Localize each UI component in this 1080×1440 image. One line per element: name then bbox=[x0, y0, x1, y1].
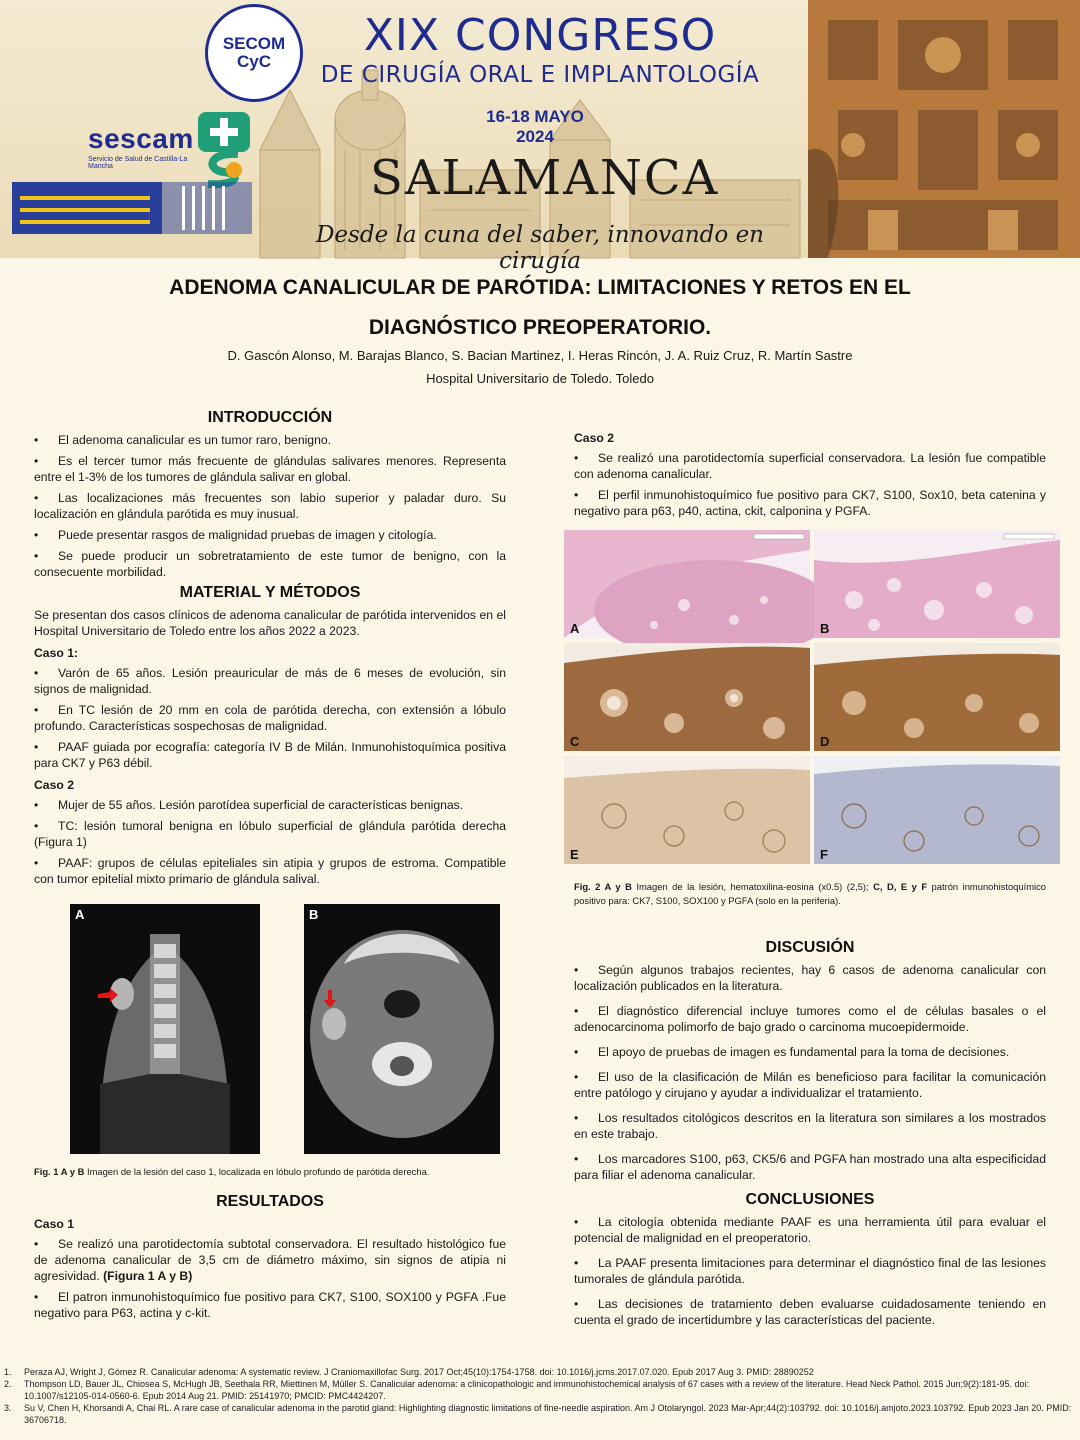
list-item: • PAAF guiada por ecografía: categoría IV B de Milán. Inmunohistoquímica positiva para CK7 y P63 débil. bbox=[34, 740, 506, 770]
list-item: • El diagnóstico diferencial incluye tumores como el de células basales o el adenocarcinoma polimorfo de bajo grado o carcinoma mucoepidermoide. bbox=[574, 1004, 1046, 1034]
secom-text-1: SECOM bbox=[222, 34, 286, 53]
list-item: • El perfil inmunohistoquímico fue positivo para CK7, S100, Sox10, beta catenina y negativo para p63, p40, actina, ckit, calponina y PGFA. bbox=[574, 488, 1046, 518]
resultados-case1-list bbox=[34, 1236, 506, 1321]
list-item: • Los resultados citológicos descritos en la literatura son similares a los mostrados en este trabajo. bbox=[574, 1111, 1046, 1141]
material-case2-list bbox=[34, 797, 506, 887]
secom-text-2: CyC bbox=[236, 52, 271, 71]
ct-axial-image bbox=[304, 904, 500, 1154]
discusion-list bbox=[574, 962, 1046, 1183]
conclusiones-list bbox=[574, 1214, 1046, 1328]
histology-panel-d bbox=[814, 643, 1060, 751]
resultados-section bbox=[34, 1190, 506, 1326]
conclusiones-heading: CONCLUSIONES bbox=[745, 1191, 875, 1208]
figure-1 bbox=[70, 904, 500, 1154]
sescam-logo-subtitle: Servicio de Salud de Castilla-La Mancha bbox=[88, 156, 188, 170]
reference-item: 1. Peraza AJ, Wright J, Gómez R. Canalicular adenoma: A systematic review. J Craniomaxillofac Surg. 2017 Oct;45(10):1754-1758. doi: 10.1016/j.jcms.2017.07.020. Epub 2017 Aug 3. PMID: 28890252 bbox=[4, 1367, 814, 1377]
list-item: • La citología obtenida mediante PAAF es una herramienta útil para evaluar el potencial de malignidad en el preoperatorio. bbox=[574, 1215, 1046, 1245]
authors: D. Gascón Alonso, M. Barajas Blanco, S. Bacian Martinez, I. Heras Rincón, J. A. Ruiz Cruz, R. Martín Sastre bbox=[227, 348, 853, 363]
resultados-case1-label: Caso 1 bbox=[34, 1217, 74, 1231]
figure2-panel-d-label: D bbox=[820, 734, 830, 749]
list-item: • El patron inmunohistoquímico fue positivo para CK7, S100, SOX100 y PGFA .Fue negativo para P63, actina y c-kit. bbox=[34, 1290, 506, 1320]
reference-item: 2. Thompson LD, Bauer JL, Chiosea S, McHugh JB, Seethala RR, Miettinen M, Müller S. Canalicular adenoma: a clinicopathologic and immunohistochemical analysis of 67 cases with a review of the literature. Head Neck Pathol. 2015 Jun;9(2):181-95. doi: 10.1007/s12105-014-0560-6. Epub 2014 Aug 21. PMID: 25141970; PMCID: PMC4424207. bbox=[4, 1379, 1030, 1401]
list-item: • Las localizaciones más frecuentes son labio superior y paladar duro. Su localización en glándula parótida es muy inusual. bbox=[34, 491, 506, 521]
right-column-lower bbox=[574, 936, 1046, 1337]
list-item: • Los marcadores S100, p63, CK5/6 and PGFA han mostrado una alta especificidad para filiar el adenoma canalicular. bbox=[574, 1152, 1046, 1182]
figure2-panel-a-label: A bbox=[570, 621, 580, 636]
sescam-logo-name: sescam bbox=[88, 123, 194, 154]
poster-title-line2: DIAGNÓSTICO PREOPERATORIO. bbox=[368, 316, 712, 339]
discusion-heading: DISCUSIÓN bbox=[765, 939, 855, 956]
congress-dates bbox=[450, 107, 620, 147]
dates-line2: 2024 bbox=[516, 127, 554, 146]
list-item: • Es el tercer tumor más frecuente de glándulas salivares menores. Representa entre el 1-3% de los tumores de glándula salivar en global. bbox=[34, 454, 506, 484]
list-item: • Se realizó una parotidectomía subtotal conservadora. El resultado histológico fue de adenoma canalicular de 3,5 cm de diámetro máximo, sin signos de atipia ni agresividad. (Figura 1 A y B) bbox=[34, 1237, 506, 1283]
material-case2-label: Caso 2 bbox=[34, 778, 74, 792]
figure-2 bbox=[564, 530, 1060, 864]
resultados-heading: RESULTADOS bbox=[216, 1193, 324, 1210]
reference-item: 3. Su V, Chen H, Khorsandi A, Chai RL. A rare case of canalicular adenoma in the parotid gland: Highlighting diagnostic limitations of fine-needle aspiration. Am J Otolaryngol. 2023 Mar-Apr;44(2):103792. doi: 10.1016/j.amjoto.2023.103792. Epub 2023 Jan 20. PMID: 36706718. bbox=[4, 1403, 1072, 1425]
dates-line1: 16-18 MAYO bbox=[486, 107, 584, 126]
figure2-caption: Fig. 2 A y B Imagen de la lesión, hematoxilina-eosina (x0.5) (2,5); C, D, E y F patrón inmunohistoquímico positivo para: CK7, S100, SOX100 y PGFA (solo en la periferia). bbox=[574, 881, 1047, 906]
list-item: • Se puede producir un sobretratamiento de este tumor de benigno, con la consecuente morbilidad. bbox=[34, 549, 506, 579]
facade-illustration bbox=[808, 0, 1080, 258]
figure1-caption: Fig. 1 A y B Imagen de la lesión del caso 1, localizada en lóbulo profundo de parótida derecha. bbox=[34, 1166, 430, 1177]
histology-panel-a bbox=[564, 530, 810, 638]
list-item: • Varón de 65 años. Lesión preauricular de más de 6 meses de evolución, sin signos de malignidad. bbox=[34, 666, 506, 696]
material-case1-list bbox=[34, 665, 506, 771]
right-column-top bbox=[574, 424, 1046, 524]
histology-panel-c bbox=[564, 643, 810, 751]
list-item: • Las decisiones de tratamiento deben evaluarse cuidadosamente teniendo en cuenta el grado de incertidumbre y las características del paciente. bbox=[574, 1297, 1046, 1327]
resultados-case2-label: Caso 2 bbox=[574, 431, 614, 445]
histology-panel-f bbox=[814, 756, 1060, 864]
list-item: • Mujer de 55 años. Lesión parotídea superficial de características benignas. bbox=[34, 798, 464, 812]
introduccion-list bbox=[34, 432, 506, 580]
secom-logo bbox=[205, 4, 303, 102]
left-column bbox=[34, 406, 506, 892]
list-item: • Se realizó una parotidectomía superficial conservadora. La lesión fue compatible con adenoma canalicular. bbox=[574, 451, 1046, 481]
figure2-panel-c-label: C bbox=[570, 734, 580, 749]
list-item: • TC: lesión tumoral benigna en lóbulo superficial de glándula parótida derecha (Figura 1) bbox=[34, 819, 506, 849]
introduccion-heading: INTRODUCCIÓN bbox=[207, 409, 333, 426]
list-item: • PAAF: grupos de células epiteliales sin atipia y grupos de estroma. Compatible con tumor epitelial mixto primario de glándula salival. bbox=[34, 856, 506, 886]
figure2-panel-e-label: E bbox=[570, 847, 579, 862]
list-item: • En TC lesión de 20 mm en cola de parótida derecha, con extensión a lóbulo profundo. Características sospechosas de malignidad. bbox=[34, 703, 506, 733]
header-banner bbox=[0, 0, 1080, 274]
ct-coronal-image bbox=[70, 904, 260, 1154]
congress-motto: Desde la cuna del saber, innovando en cirugía bbox=[315, 222, 764, 274]
material-heading: MATERIAL Y MÉTODOS bbox=[179, 584, 361, 601]
city-name: SALAMANCA bbox=[370, 150, 720, 206]
affiliation: Hospital Universitario de Toledo. Toledo bbox=[426, 371, 654, 386]
figure2-panel-b-label: B bbox=[820, 621, 830, 636]
list-item: • El uso de la clasificación de Milán es beneficioso para facilitar la comunicación entre patólogo y cirujano y ayudar a individualizar el tratamiento. bbox=[574, 1070, 1046, 1100]
histology-panel-b bbox=[814, 530, 1060, 638]
figure2-panel-f-label: F bbox=[820, 847, 828, 862]
list-item: • Según algunos trabajos recientes, hay 6 casos de adenoma canalicular con localización publicados en la literatura. bbox=[574, 963, 1046, 993]
poster-title bbox=[60, 268, 1020, 348]
list-item: • Puede presentar rasgos de malignidad pruebas de imagen y citología. bbox=[34, 528, 437, 542]
list-item: • El apoyo de pruebas de imagen es fundamental para la toma de decisiones. bbox=[574, 1045, 1010, 1059]
congress-subtitle: DE CIRUGÍA ORAL E IMPLANTOLOGÍA bbox=[320, 62, 760, 88]
list-item: • La PAAF presenta limitaciones para determinar el diagnóstico final de las lesiones tumorales de glándula parótida. bbox=[574, 1256, 1046, 1286]
secom-logo-text bbox=[208, 35, 300, 71]
references bbox=[4, 1366, 1074, 1426]
histology-panel-e bbox=[564, 756, 810, 864]
sescam-stripes-decoration bbox=[12, 182, 252, 234]
list-item: • El adenoma canalicular es un tumor raro, benigno. bbox=[34, 433, 332, 447]
resultados-case2-list bbox=[574, 450, 1046, 519]
congress-title: XIX CONGRESO bbox=[363, 10, 717, 61]
sescam-logo-icon bbox=[198, 112, 250, 186]
poster-title-line1: ADENOMA CANALICULAR DE PARÓTIDA: LIMITACIONES Y RETOS EN EL bbox=[169, 276, 911, 299]
material-case1-label: Caso 1: bbox=[34, 646, 79, 660]
figure1-panel-b-label: B bbox=[309, 907, 319, 922]
material-intro: Se presentan dos casos clínicos de adenoma canalicular de parótida intervenidos en el Hospital Universitario de Toledo entre los años 2022 a 2023. bbox=[34, 608, 506, 638]
figure1-panel-a-label: A bbox=[75, 907, 85, 922]
